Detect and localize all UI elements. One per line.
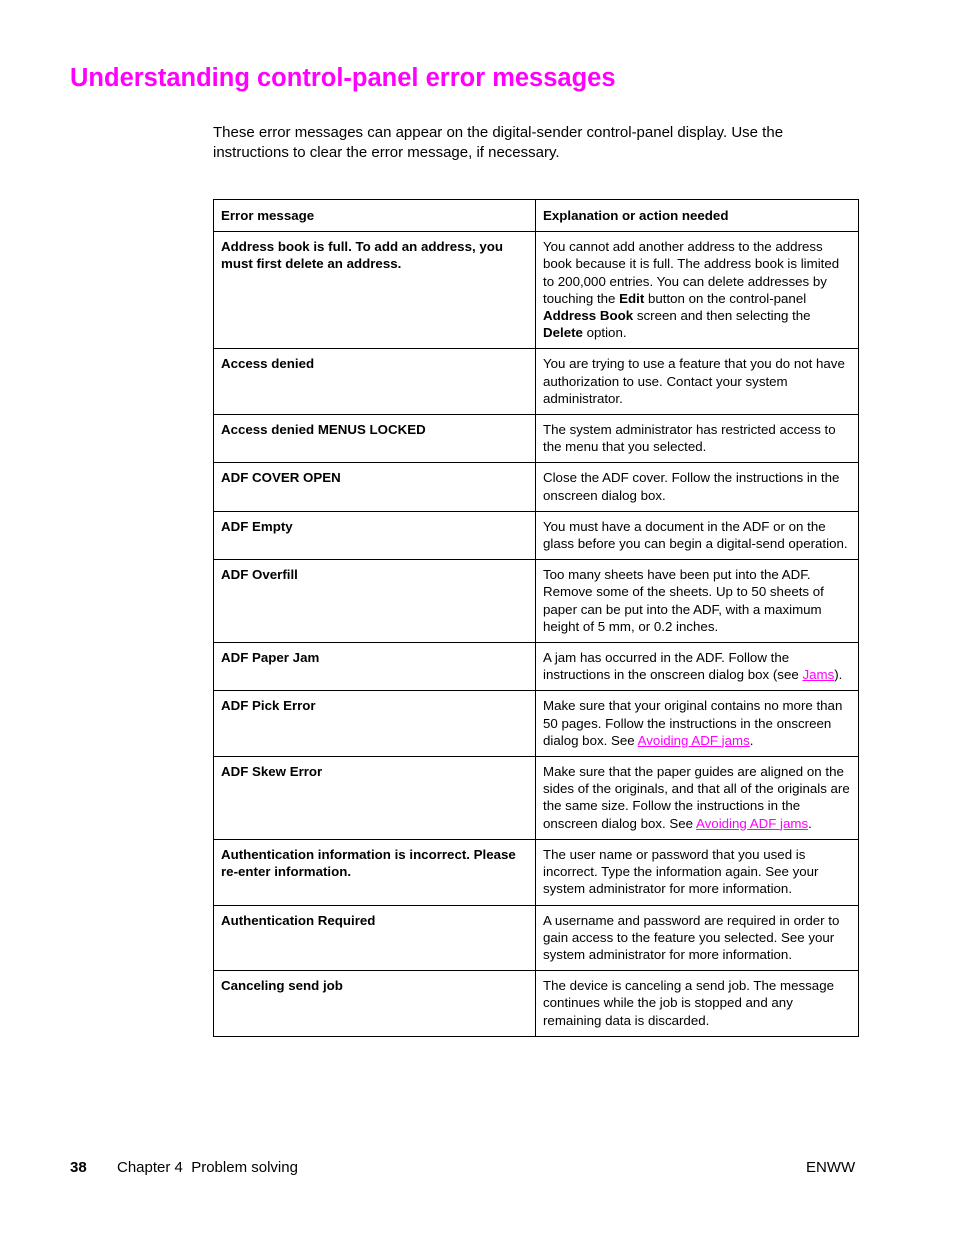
- error-message-cell: ADF Overfill: [214, 560, 536, 643]
- explanation-text: ).: [834, 667, 843, 683]
- ui-term: Address Book: [543, 308, 634, 324]
- explanation-text: screen and then selecting the: [633, 308, 811, 324]
- explanation-cell: [536, 905, 859, 971]
- explanation-text: button on the control-panel: [644, 290, 807, 306]
- explanation-text: A jam has occurred in the ADF. Follow the instructions in the onscreen dialog box (see: [543, 650, 803, 683]
- table-header-row: [214, 200, 859, 232]
- explanation-cell: [536, 757, 859, 840]
- table-row: [214, 415, 859, 463]
- column-header-explanation: Explanation or action needed: [536, 200, 859, 232]
- column-header-error-message: Error message: [214, 200, 536, 232]
- error-message-cell: Authentication information is incorrect. Please re-enter information.: [214, 839, 536, 905]
- explanation-cell: [536, 511, 859, 559]
- error-message-cell: Access denied: [214, 349, 536, 415]
- table-row: [214, 349, 859, 415]
- table-row: [214, 560, 859, 643]
- error-message-cell: Authentication Required: [214, 905, 536, 971]
- explanation-cell: [536, 560, 859, 643]
- error-message-cell: ADF COVER OPEN: [214, 463, 536, 511]
- explanation-text: The user name or password that you used is incorrect. Type the information again. See your system administrator for more information.: [543, 846, 819, 897]
- cross-reference-link[interactable]: Avoiding ADF jams: [696, 815, 809, 831]
- explanation-text: You must have a document in the ADF or on the glass before you can begin a digital-send operation.: [543, 518, 848, 552]
- explanation-text: Close the ADF cover. Follow the instructions in the onscreen dialog box.: [543, 470, 840, 503]
- table-row: [214, 971, 859, 1037]
- explanation-text: .: [749, 732, 754, 748]
- error-message-cell: Address book is full. To add an address, you must first delete an address.: [214, 232, 536, 349]
- explanation-text: .: [808, 815, 812, 831]
- error-message-cell: ADF Pick Error: [214, 691, 536, 757]
- table-row: [214, 232, 859, 349]
- error-message-cell: Canceling send job: [214, 971, 536, 1037]
- explanation-cell: [536, 971, 859, 1037]
- ui-term: Edit: [619, 290, 645, 306]
- table-row: [214, 757, 859, 840]
- explanation-cell: [536, 463, 859, 511]
- explanation-cell: [536, 691, 859, 757]
- table-row: [214, 511, 859, 559]
- table-row: [214, 691, 859, 757]
- error-message-cell: ADF Empty: [214, 511, 536, 559]
- intro-paragraph: These error messages can appear on the digital-sender control-panel display. Use the instructions to clear the error message, if necessary.: [213, 124, 784, 161]
- explanation-cell: [536, 349, 859, 415]
- explanation-text: You cannot add another address to the address book because it is full. The address book is limited to 200,000 entries. You can delete addresses by touching the: [543, 239, 840, 306]
- explanation-text: You are trying to use a feature that you do not have authorization to use. Contact your system administrator.: [543, 356, 845, 406]
- explanation-cell: [536, 839, 859, 905]
- table-row: [214, 905, 859, 971]
- explanation-text: Too many sheets have been put into the ADF. Remove some of the sheets. Up to 50 sheets of paper can be put into the ADF, with a maximum height of 5 mm, or 0.2 inches.: [543, 567, 824, 634]
- table-row: [214, 839, 859, 905]
- error-message-cell: ADF Skew Error: [214, 757, 536, 840]
- table-row: [214, 463, 859, 511]
- explanation-text: Make sure that your original contains no more than 50 pages. Follow the instructions in the onscreen dialog box. See: [543, 698, 843, 748]
- chapter-label: Chapter 4 Problem solving: [117, 1159, 298, 1176]
- table-row: [214, 643, 859, 691]
- explanation-text: The system administrator has restricted access to the menu that you selected.: [543, 422, 836, 455]
- ui-term: Delete: [543, 325, 583, 341]
- page-number: 38: [70, 1159, 87, 1176]
- cross-reference-link[interactable]: Jams: [802, 667, 835, 683]
- error-message-cell: Access denied MENUS LOCKED: [214, 415, 536, 463]
- explanation-text: option.: [582, 325, 627, 341]
- page-title: Understanding control-panel error messages: [70, 64, 616, 92]
- cross-reference-link[interactable]: Avoiding ADF jams: [637, 732, 750, 748]
- explanation-cell: [536, 232, 859, 349]
- explanation-cell: [536, 643, 859, 691]
- error-message-cell: ADF Paper Jam: [214, 643, 536, 691]
- table-body: [214, 232, 859, 1037]
- explanation-cell: [536, 415, 859, 463]
- explanation-text: A username and password are required in order to gain access to the feature you selected. See your system administrator for more information.: [543, 912, 840, 962]
- error-messages-table: [213, 199, 859, 1037]
- footer-right-label: ENWW: [806, 1159, 856, 1176]
- explanation-text: The device is canceling a send job. The message continues while the job is stopped and any remaining data is discarded.: [543, 978, 834, 1028]
- explanation-text: Make sure that the paper guides are aligned on the sides of the originals, and that all of the originals are the same size. Follow the instructions in the onscreen dialog box. See: [543, 764, 850, 831]
- table-header: [214, 200, 859, 232]
